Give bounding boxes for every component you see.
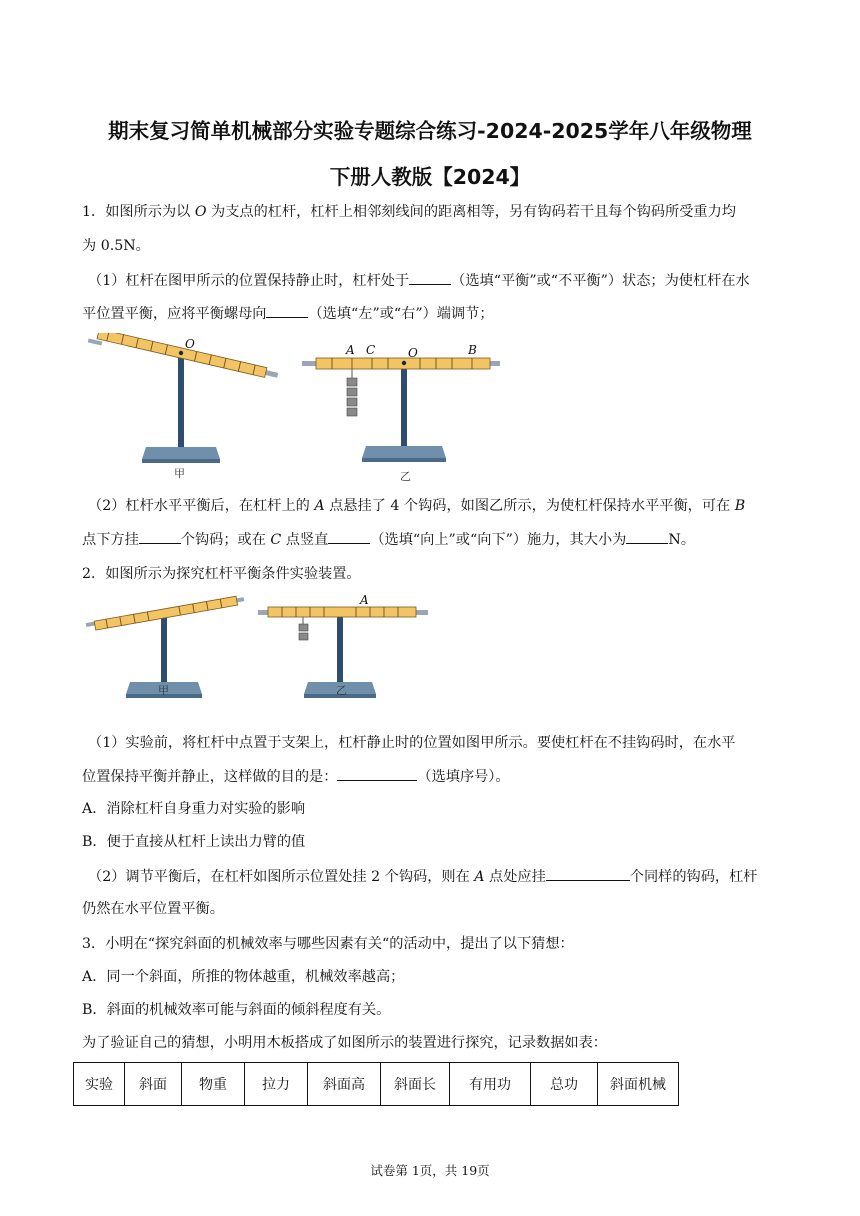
q3-option-a: A．同一个斜面，所推的物体越重，机械效率越高； xyxy=(82,969,405,985)
table-header-cell: 实验 xyxy=(74,1063,125,1106)
table-header-cell: 斜面高 xyxy=(308,1063,381,1106)
point-label-C: C xyxy=(366,343,376,357)
q1-figure-yi xyxy=(300,340,500,485)
q2-part1-line-1: （1）实验前，将杠杆中点置于支架上，杠杆静止时的位置如图甲所示。要使杠杆在不挂钩码时，在水平 xyxy=(88,735,736,751)
q2-option-b: B．便于直接从杠杆上读出力臂的值 xyxy=(82,834,306,850)
q1-figure-jia xyxy=(84,333,284,483)
q1-part1-line-2: 平位置平衡，应将平衡螺母向 （选填“左”或“右”）端调节； xyxy=(82,303,494,324)
table-header-cell: 总功 xyxy=(531,1063,598,1106)
q3-instruction: 为了验证自己的猜想，小明用木板搭成了如图所示的装置进行探究，记录数据如表： xyxy=(82,1035,607,1051)
q1-part1-line-1: （1）杠杆在图甲所示的位置保持静止时，杠杆处于 （选填“平衡”或“不平衡”）状态；为使杠杆在水 xyxy=(88,270,750,291)
point-label-B: B xyxy=(468,343,477,357)
point-label-O: O xyxy=(408,346,418,360)
q1-part2-line-2: 点下方挂 个钩码；或在 C 点竖直 （选填“向上”或“向下”）施力，其大小为 N。 xyxy=(82,529,695,550)
answer-blank[interactable] xyxy=(139,529,181,544)
q2-stem: 2．如图所示为探究杠杆平衡条件实验装置。 xyxy=(82,566,361,582)
table-header-row xyxy=(74,1063,679,1106)
table-header-cell: 斜面 xyxy=(125,1063,182,1106)
q2-part2-line-2: 仍然在水平位置平衡。 xyxy=(82,901,224,917)
q2-figure-yi xyxy=(256,594,432,714)
answer-blank[interactable] xyxy=(328,529,370,544)
point-label-O: O xyxy=(185,337,195,351)
answer-blank[interactable] xyxy=(546,866,630,881)
q1-part2-line-1: （2）杠杆水平平衡后，在杠杆上的 A 点悬挂了 4 个钩码，如图乙所示，为使杠杆保持水平平衡，可在 B xyxy=(88,498,746,514)
table-header-cell: 斜面长 xyxy=(381,1063,450,1106)
table-header-cell: 斜面机械 xyxy=(598,1063,679,1106)
q3-stem: 3．小明在“探究斜面的机械效率与哪些因素有关“的活动中，提出了以下猜想： xyxy=(82,936,574,952)
title-line-2: 下册人教版【2024】 xyxy=(329,165,531,189)
q2-part2-line-1: （2）调节平衡后，在杠杆如图所示位置处挂 2 个钩码，则在 A 点处应挂 个同样的钩码，杠杆 xyxy=(88,866,758,887)
figure-label-yi: 乙 xyxy=(336,684,347,697)
q1-stem-line-2: 为 0.5N。 xyxy=(82,238,150,254)
page-footer: 试卷第 1页，共 19页 xyxy=(370,1163,490,1178)
table-header-cell: 物重 xyxy=(182,1063,245,1106)
q2-figure-jia xyxy=(84,594,254,714)
table-header-cell: 拉力 xyxy=(245,1063,308,1106)
point-label-A: A xyxy=(346,343,355,357)
figure-label-jia: 甲 xyxy=(174,467,185,480)
q2-part1-line-2: 位置保持平衡并静止，这样做的目的是： （选填序号）。 xyxy=(82,766,510,787)
q2-option-a: A．消除杠杆自身重力对实验的影响 xyxy=(82,801,306,817)
answer-blank[interactable] xyxy=(266,303,308,318)
q3-data-table xyxy=(73,1062,679,1106)
title-line-1: 期末复习简单机械部分实验专题综合练习-2024-2025学年八年级物理 xyxy=(108,119,752,143)
figure-label-yi: 乙 xyxy=(400,470,411,483)
point-label-A: A xyxy=(360,594,369,607)
table-header-cell: 有用功 xyxy=(450,1063,531,1106)
q3-option-b: B．斜面的机械效率可能与斜面的倾斜程度有关。 xyxy=(82,1002,391,1018)
answer-blank[interactable] xyxy=(626,529,668,544)
answer-blank[interactable] xyxy=(409,270,451,285)
figure-label-jia: 甲 xyxy=(158,684,169,697)
answer-blank[interactable] xyxy=(337,766,417,781)
q1-stem-line-1: 1．如图所示为以 O 为支点的杠杆，杠杆上相邻刻线间的距离相等，另有钩码若干且每个钩码所受重力均 xyxy=(82,204,736,220)
